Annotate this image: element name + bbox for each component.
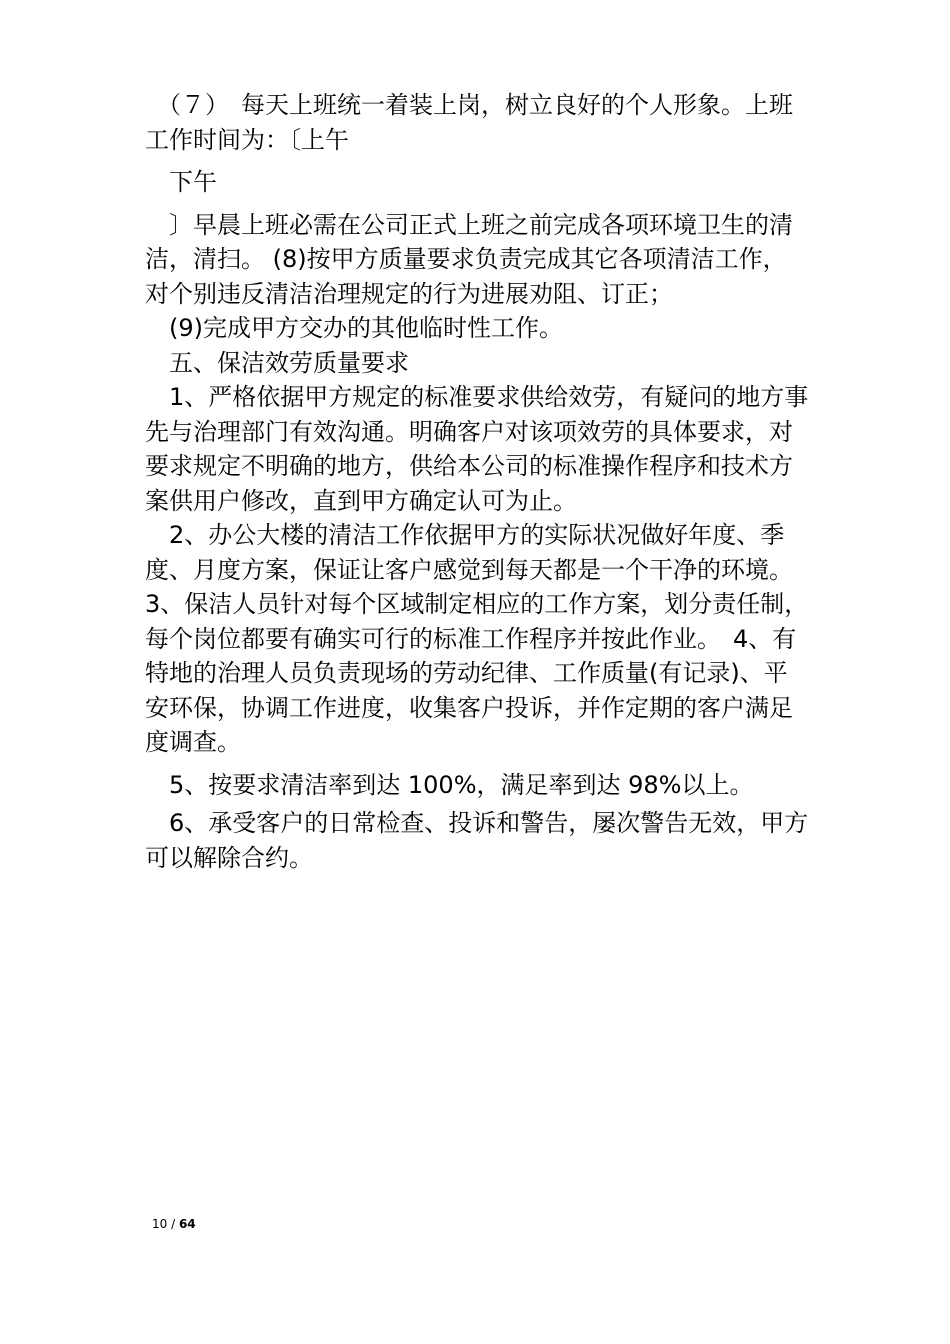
paragraph-quality-2-4: 2、办公大楼的清洁工作依据甲方的实际状况做好年度、季度、月度方案，保证让客户感觉到每天都是一个干净的环境。 3、保洁人员针对每个区域制定相应的工作方案，划分责任制，每个岗位都要有确实可行的标准工作程序并按此作业。 4、有特地的治理人员负责现场的劳动纪律、工作质量(有记录)、平安环保，协调工作进度，收集客户投诉，并作定期的客户满足度调查。 xyxy=(145,521,813,756)
page-separator: / xyxy=(167,1217,179,1231)
paragraph-item-9: (9)完成甲方交办的其他临时性工作。 xyxy=(145,314,563,342)
total-pages-number: 64 xyxy=(178,1217,196,1231)
paragraph-afternoon: 下午 xyxy=(145,168,217,196)
document-body xyxy=(145,88,813,875)
section-heading-quality: 五、保洁效劳质量要求 xyxy=(145,348,409,377)
paragraph-quality-6: 6、承受客户的日常检查、投诉和警告，屡次警告无效，甲方可以解除合约。 xyxy=(145,809,809,872)
paragraph-item-7: （７） 每天上班统一着装上岗，树立良好的个人形象。上班工作时间为：〔上午 xyxy=(145,91,793,154)
current-page-number: 10 xyxy=(152,1217,168,1231)
paragraph-morning-cleaning: 〕早晨上班必需在公司正式上班之前完成各项环境卫生的清洁，清扫。 (8)按甲方质量要求负责完成其它各项清洁工作，对个别违反清洁治理规定的行为进展劝阻、订正； xyxy=(145,210,793,308)
page-number xyxy=(152,1216,196,1232)
paragraph-quality-1: 1、严格依据甲方规定的标准要求供给效劳，有疑问的地方事先与治理部门有效沟通。明确客户对该项效劳的具体要求，对要求规定不明确的地方，供给本公司的标准操作程序和技术方案供用户修改，直到甲方确定认可为止。 xyxy=(145,383,809,515)
paragraph-quality-5: 5、按要求清洁率到达 100%，满足率到达 98%以上。 xyxy=(145,770,754,799)
